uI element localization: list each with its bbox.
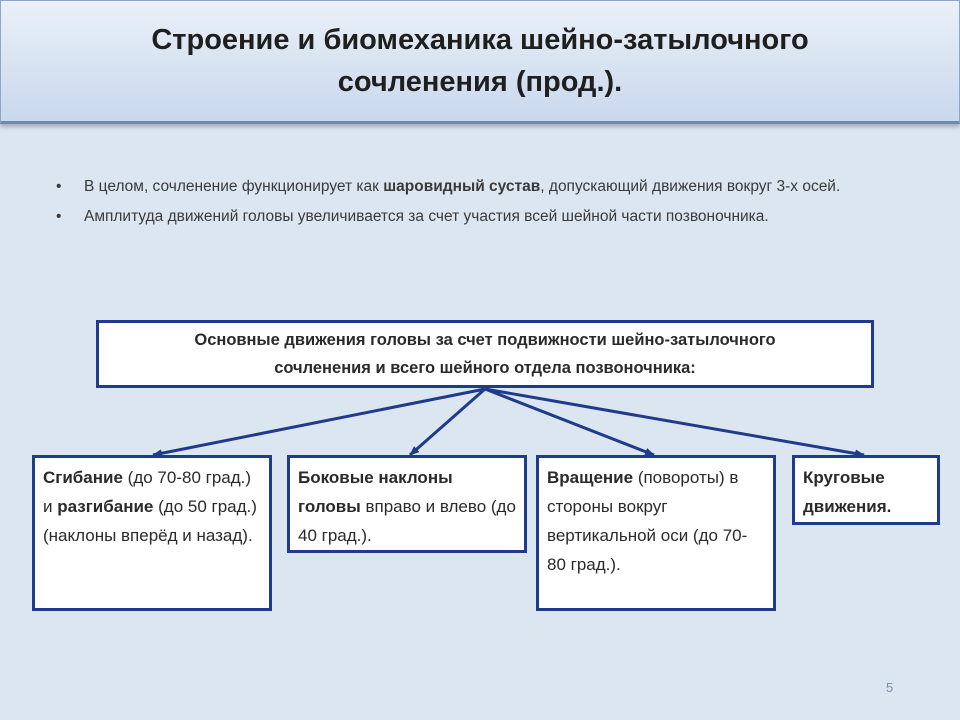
arrow-to-rotation: [485, 389, 654, 455]
flexion-bold: Сгибание: [43, 468, 123, 487]
title-line-2: сочленения (прод.).: [337, 66, 623, 98]
circular-bold: Круговые движения.: [803, 468, 892, 516]
bullet-marker: •: [56, 178, 62, 195]
bullet-1-text-before: В целом, сочленение функционирует как: [84, 178, 384, 195]
arrow-to-flexion: [153, 389, 485, 455]
bullet-marker: •: [56, 208, 62, 225]
title-line-1: Строение и биомеханика шейно-затылочного: [151, 24, 809, 56]
main-box-line-1: Основные движения головы за счет подвижности шейно-затылочного: [194, 331, 776, 349]
flexion-text-1: (до 70-80 град.) и: [43, 468, 252, 516]
main-box-line-2: сочленения и всего шейного отдела позвоночника:: [274, 359, 696, 377]
bullet-1-bold: шаровидный сустав: [383, 178, 541, 195]
lateral-bend-box: [287, 455, 527, 553]
lateral-text: вправо и влево (до 40 град.).: [298, 497, 516, 545]
lateral-bold: Боковые наклоны головы: [298, 468, 453, 516]
rotation-bold: Вращение: [547, 468, 634, 487]
bullet-2-text: Амплитуда движений головы увеличивается за счет участия всей шейной части позвоночника.: [84, 208, 769, 225]
page-number: 5: [886, 680, 894, 695]
bullet-1-text-after: , допускающий движения вокруг 3-х осей.: [540, 178, 841, 195]
arrow-to-circular: [485, 389, 864, 455]
main-movements-box: [96, 320, 874, 388]
circular-box: [792, 455, 940, 525]
rotation-box: [536, 455, 776, 611]
extension-bold: разгибание: [57, 497, 154, 516]
flexion-box: [32, 455, 272, 611]
rotation-text: (повороты) в стороны вокруг вертикальной оси (до 70-80 град.).: [547, 468, 748, 574]
flexion-text-2: (до 50 град.) (наклоны вперёд и назад).: [43, 497, 257, 545]
arrow-to-lateral: [410, 389, 485, 455]
